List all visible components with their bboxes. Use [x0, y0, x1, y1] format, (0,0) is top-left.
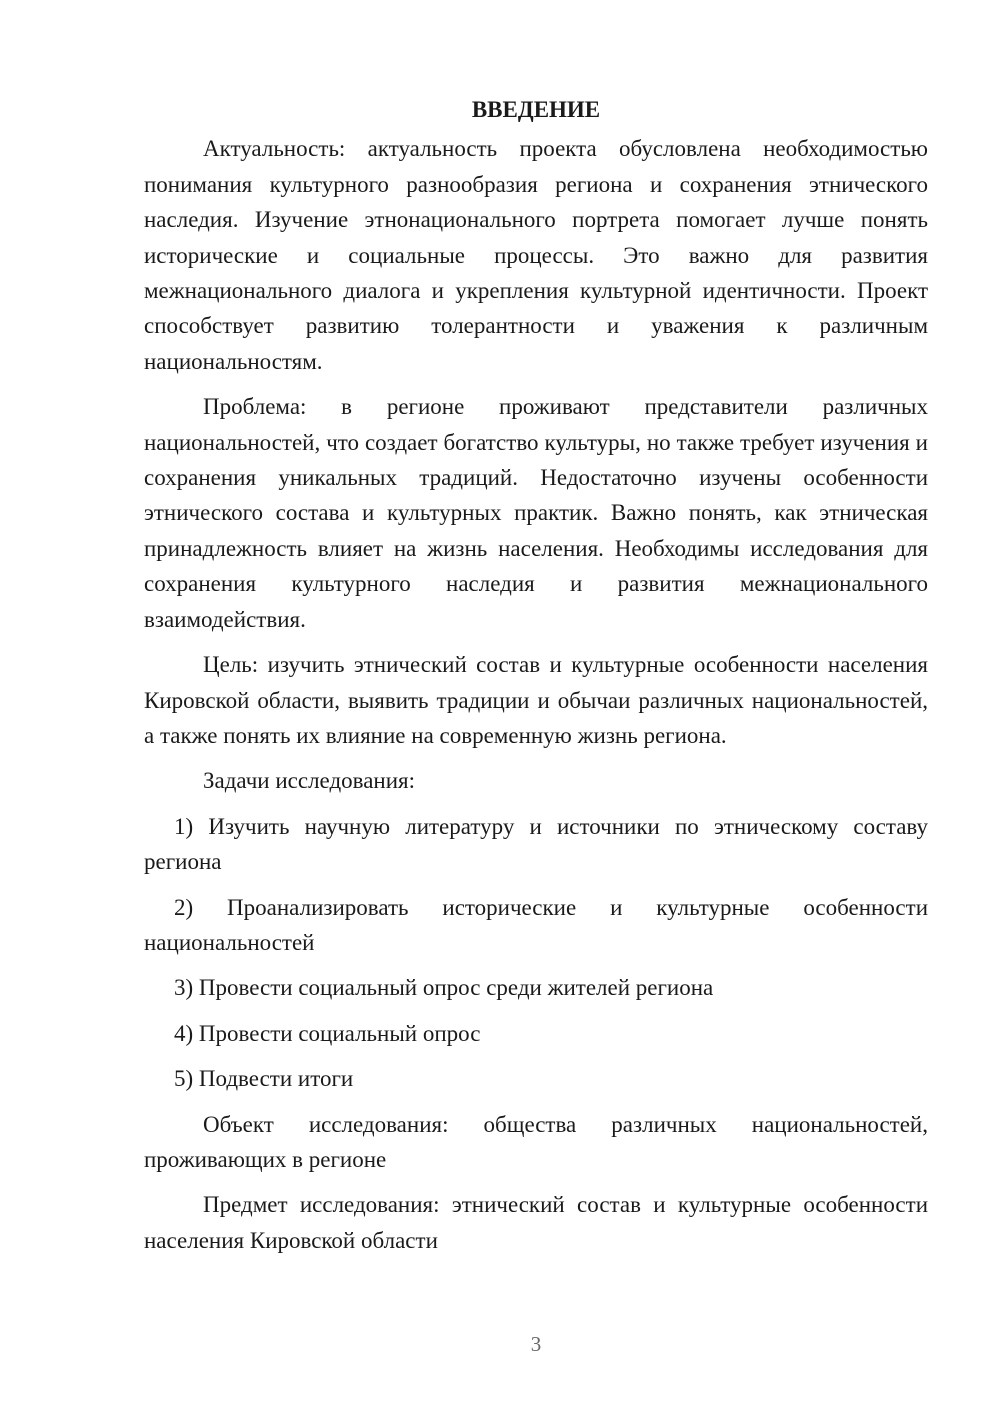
task-item-1: 1) Изучить научную литературу и источники по этническому составу региона	[144, 813, 928, 875]
task-item-5: 5) Подвести итоги	[174, 1066, 354, 1092]
goal-paragraph: Цель: изучить этнический состав и культурные особенности населения Кировской области, выявить традиции и обычаи различных национальностей, а также понять их влияние на современную жизнь региона.	[144, 652, 928, 748]
object-paragraph: Объект исследования: общества различных национальностей, проживающих в регионе	[144, 1111, 928, 1172]
relevance-paragraph: Актуальность: актуальность проекта обусловлена необходимостью понимания культурного разнообразия региона и сохранения этнического наследия. Изучение этнонационального портрета помогает лучше понять исторические и социальные процессы. Это важно для развития межнационального диалога и укрепления культурной идентичности. Проект способствует развитию толерантности и уважения к различным национальностям.	[144, 136, 928, 374]
problem-paragraph: Проблема: в регионе проживают представители различных национальностей, что создает богатство культуры, но также требует изучения и сохранения уникальных традиций. Недостаточно изучены особенности этнического состава и культурных практик. Важно понять, как этническая принадлежность влияет на жизнь населения. Необходимы исследования для сохранения культурного наследия и развития межнационального взаимодействия.	[144, 394, 928, 632]
task-item-2: 2) Проанализировать исторические и культурные особенности национальностей	[144, 894, 928, 955]
page-number: 3	[530, 1332, 542, 1356]
page-body	[144, 92, 928, 1268]
section-title: ВВЕДЕНИЕ	[471, 97, 601, 122]
subject-paragraph: Предмет исследования: этнический состав и культурные особенности населения Кировской области	[144, 1192, 928, 1253]
task-item-4: 4) Провести социальный опрос	[174, 1020, 481, 1046]
task-item-3: 3) Провести социальный опрос среди жителей региона	[174, 975, 714, 1001]
tasks-heading: Задачи исследования:	[203, 768, 416, 794]
